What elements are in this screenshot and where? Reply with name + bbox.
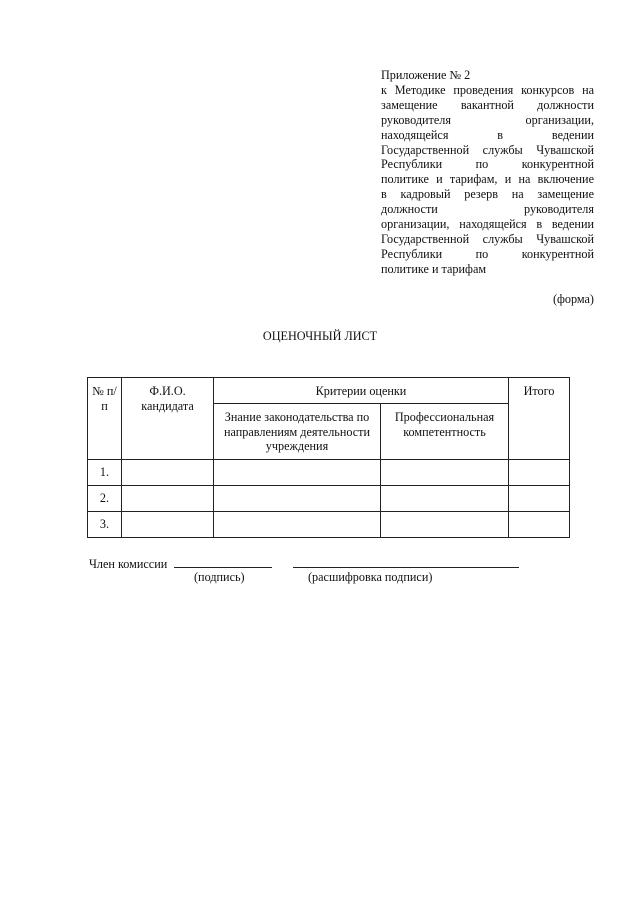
row-number: 3. <box>88 512 122 538</box>
table-row <box>88 486 570 512</box>
annex-line: находящейся в ведении <box>381 127 594 142</box>
criterion-law-knowledge: Знание законодательства по направлениям деятельности учреждения <box>214 404 381 460</box>
total-header: Итого <box>509 378 570 460</box>
num-header: № п/п <box>88 378 122 460</box>
decode-caption: (расшифровка подписи) <box>308 570 433 584</box>
annex-line: Приложение № 2 <box>381 68 471 82</box>
annex-line: руководителя организации, <box>381 112 594 127</box>
signature-decode-field[interactable] <box>293 555 519 568</box>
competence-score-cell[interactable] <box>381 512 509 538</box>
name-header: Ф.И.О. кандидата <box>122 378 214 460</box>
annex-header <box>381 68 594 277</box>
document-title: ОЦЕНОЧНЫЙ ЛИСТ <box>262 329 378 343</box>
law-score-cell[interactable] <box>214 460 381 486</box>
table-row <box>88 512 570 538</box>
name-cell[interactable] <box>122 460 214 486</box>
law-score-cell[interactable] <box>214 512 381 538</box>
annex-line: Государственной службы Чувашской <box>381 231 594 246</box>
member-label: Член комиссии <box>89 557 168 571</box>
form-label: (форма) <box>552 292 594 306</box>
total-cell[interactable] <box>509 486 570 512</box>
row-number: 2. <box>88 486 122 512</box>
annex-line: Государственной службы Чувашской <box>381 142 594 157</box>
annex-line: к Методике проведения конкурсов на <box>381 82 594 97</box>
annex-line: замещение вакантной должности <box>381 97 594 112</box>
competence-score-cell[interactable] <box>381 460 509 486</box>
law-score-cell[interactable] <box>214 486 381 512</box>
criterion-competence: Профессиональная компетентность <box>381 404 509 460</box>
evaluation-table <box>87 377 570 538</box>
competence-score-cell[interactable] <box>381 486 509 512</box>
signature-field[interactable] <box>174 555 272 568</box>
annex-line: организации, находящейся в ведении <box>381 217 594 232</box>
name-cell[interactable] <box>122 512 214 538</box>
table-row <box>88 460 570 486</box>
annex-line: политике и тарифам, и на включение <box>381 172 594 187</box>
row-number: 1. <box>88 460 122 486</box>
annex-line: политике и тарифам <box>381 261 487 276</box>
annex-line: должности руководителя <box>381 202 594 217</box>
name-cell[interactable] <box>122 486 214 512</box>
signature-caption: (подпись) <box>194 570 245 584</box>
total-cell[interactable] <box>509 460 570 486</box>
criteria-header: Критерии оценки <box>214 378 509 404</box>
annex-line: Республики по конкурентной <box>381 157 594 172</box>
annex-line: Республики по конкурентной <box>381 246 594 261</box>
signature-line <box>89 555 519 572</box>
annex-line: в кадровый резерв на замещение <box>381 187 594 202</box>
total-cell[interactable] <box>509 512 570 538</box>
